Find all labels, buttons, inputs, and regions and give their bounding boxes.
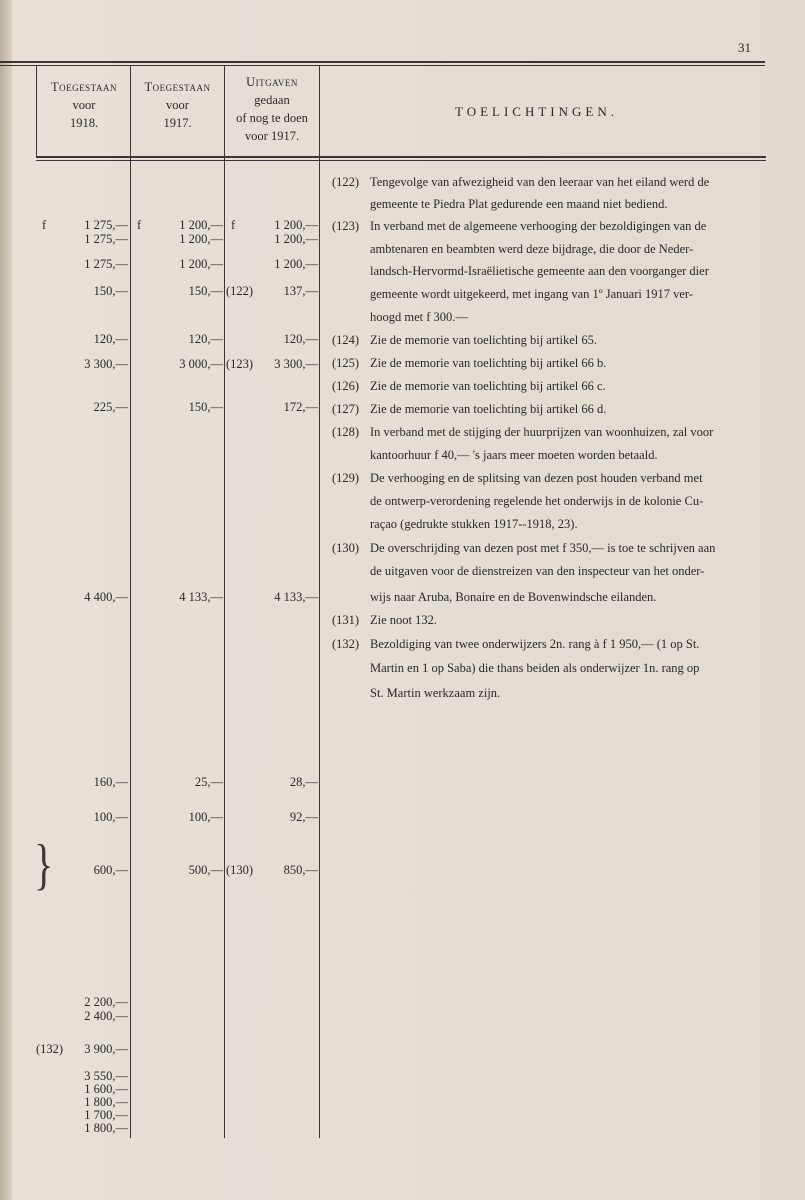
header-col1 bbox=[38, 78, 130, 132]
note-line: Zie de memorie van toelichting bij artikel 66 d. bbox=[370, 402, 607, 416]
amount-1918: 1 600,— bbox=[84, 1082, 128, 1096]
amount-1918: 1 275,— bbox=[84, 257, 128, 271]
note-line: gemeente wordt uitgekeerd, met ingang van 1º Januari 1917 ver- bbox=[370, 287, 693, 301]
note-line: wijs naar Aruba, Bonaire en de Bovenwindsche eilanden. bbox=[370, 590, 657, 604]
column-divider bbox=[319, 66, 320, 1138]
amount-1918: 3 300,— bbox=[84, 357, 128, 371]
currency-prefix: f bbox=[42, 218, 47, 232]
amount-spent-1917: 28,— bbox=[289, 775, 318, 789]
note-ref: (122) bbox=[226, 284, 254, 298]
currency-prefix: f bbox=[137, 218, 142, 232]
amount-spent-1917: 4 133,— bbox=[274, 590, 318, 604]
note-line: Zie noot 132. bbox=[370, 613, 438, 627]
note-label: (130) bbox=[332, 541, 360, 555]
amount-1917: 1 200,— bbox=[179, 218, 223, 232]
column-divider bbox=[130, 66, 131, 1138]
note-line: kantoorhuur f 40,— 's jaars meer moeten worden betaald. bbox=[370, 448, 658, 462]
header-toelichtingen: TOELICHTINGEN. bbox=[455, 104, 618, 119]
note-123 bbox=[332, 219, 706, 234]
note-line: Zie de memorie van toelichting bij artikel 66 b. bbox=[370, 356, 607, 370]
note-127 bbox=[332, 402, 606, 417]
amount-1918: 4 400,— bbox=[84, 590, 128, 604]
header-col3-line: voor 1917. bbox=[244, 129, 300, 143]
amount-1918: 1 275,— bbox=[84, 218, 128, 232]
currency-prefix: f bbox=[231, 218, 236, 232]
header-col2-line: 1917. bbox=[163, 116, 192, 130]
header-col2-line: Toegestaan bbox=[144, 80, 211, 94]
note-ref: (130) bbox=[226, 863, 254, 877]
amount-1918: 600,— bbox=[93, 863, 128, 877]
header-col3 bbox=[225, 73, 319, 145]
note-line: hoogd met f 300.— bbox=[370, 310, 468, 324]
note-line: In verband met de stijging der huurprijzen van woonhuizen, zal voor bbox=[370, 425, 714, 439]
top-rule-thin bbox=[0, 65, 765, 66]
amount-1917: 25,— bbox=[194, 775, 223, 789]
amount-1918: 160,— bbox=[93, 775, 128, 789]
note-126 bbox=[332, 379, 606, 394]
note-line: de uitgaven voor de dienstreizen van den inspecteur van het onder- bbox=[370, 564, 705, 578]
note-line: St. Martin werkzaam zijn. bbox=[370, 686, 501, 700]
note-128 bbox=[332, 425, 713, 440]
note-line: De verhooging en de splitsing van dezen post houden verband met bbox=[370, 471, 703, 485]
note-label: (132) bbox=[332, 637, 360, 651]
note-label: (129) bbox=[332, 471, 360, 485]
note-130 bbox=[332, 541, 715, 556]
note-label: (122) bbox=[332, 175, 360, 189]
note-line: gemeente te Piedra Plat gedurende een maand niet bediend. bbox=[370, 197, 668, 211]
amount-1917: 120,— bbox=[188, 332, 223, 346]
note-line: Bezoldiging van twee onderwijzers 2n. rang à f 1 950,— (1 op St. bbox=[370, 637, 700, 651]
amount-1917: 150,— bbox=[188, 400, 223, 414]
note-line: Martin en 1 op Saba) die thans beiden als onderwijzer 1n. rang op bbox=[370, 661, 700, 675]
note-line: Zie de memorie van toelichting bij artikel 65. bbox=[370, 333, 598, 347]
note-line: raçao (gedrukte stukken 1917--1918, 23). bbox=[370, 517, 578, 531]
amount-1918: 150,— bbox=[93, 284, 128, 298]
header-col2-line: voor bbox=[166, 98, 189, 112]
header-col3-line: of nog te doen bbox=[236, 111, 308, 125]
note-132 bbox=[332, 637, 699, 652]
note-line: Zie de memorie van toelichting bij artikel 66 c. bbox=[370, 379, 606, 393]
amount-1917: 3 000,— bbox=[179, 357, 223, 371]
brace-icon: } bbox=[34, 832, 54, 896]
header-col1-line: voor bbox=[72, 98, 96, 112]
amount-1917: 150,— bbox=[188, 284, 223, 298]
note-line: ambtenaren en beambten werd deze bijdrage, die door de Neder- bbox=[370, 242, 694, 256]
amount-spent-1917: 137,— bbox=[283, 284, 318, 298]
header-col3-line: gedaan bbox=[254, 93, 290, 107]
note-122 bbox=[332, 175, 709, 190]
amount-1918: 3 550,— bbox=[84, 1069, 128, 1083]
note-line: De overschrijding van dezen post met f 350,— is toe te schrijven aan bbox=[370, 541, 716, 555]
amount-1918: 1 700,— bbox=[84, 1108, 128, 1122]
note-131 bbox=[332, 613, 437, 628]
amount-1918: 1 275,— bbox=[84, 232, 128, 246]
amount-1918: 1 800,— bbox=[84, 1121, 128, 1135]
note-label: (124) bbox=[332, 333, 360, 347]
top-rule bbox=[0, 61, 765, 63]
note-label: (131) bbox=[332, 613, 360, 627]
header-bottom-rule bbox=[36, 156, 766, 158]
note-125 bbox=[332, 356, 606, 371]
note-line: Tengevolge van afwezigheid van den leeraar van het eiland werd de bbox=[370, 175, 710, 189]
note-line: landsch-Hervormd-Israëlietische gemeente aan den voorganger dier bbox=[370, 264, 709, 278]
amount-spent-1917: 172,— bbox=[283, 400, 318, 414]
amount-1918: 2 400,— bbox=[84, 1009, 128, 1023]
amount-spent-1917: 120,— bbox=[283, 332, 318, 346]
amount-1917: 1 200,— bbox=[179, 257, 223, 271]
page-spine bbox=[0, 0, 12, 1200]
amount-1918: 100,— bbox=[93, 810, 128, 824]
note-label: (126) bbox=[332, 379, 360, 393]
note-ref: (123) bbox=[226, 357, 254, 371]
amount-spent-1917: 3 300,— bbox=[274, 357, 318, 371]
amount-spent-1917: 850,— bbox=[283, 863, 318, 877]
column-divider bbox=[36, 66, 37, 156]
header-col1-line: Toegestaan bbox=[51, 80, 117, 94]
amount-spent-1917: 1 200,— bbox=[274, 218, 318, 232]
note-label: (123) bbox=[332, 219, 360, 233]
header-bottom-rule-thin bbox=[36, 160, 766, 161]
amount-spent-1917: 92,— bbox=[289, 810, 318, 824]
amount-1918: 1 800,— bbox=[84, 1095, 128, 1109]
page-number: 31 bbox=[738, 40, 751, 55]
amount-spent-1917: 1 200,— bbox=[274, 257, 318, 271]
amount-1918: 3 900,— bbox=[84, 1042, 128, 1056]
column-divider bbox=[224, 66, 225, 1138]
amount-1917: 500,— bbox=[188, 863, 223, 877]
amount-spent-1917: 1 200,— bbox=[274, 232, 318, 246]
note-ref: (132) bbox=[36, 1042, 64, 1056]
note-label: (128) bbox=[332, 425, 360, 439]
header-col1-line: 1918. bbox=[69, 116, 99, 130]
amount-1918: 120,— bbox=[93, 332, 128, 346]
header-col3-line: Uitgaven bbox=[246, 75, 298, 89]
note-129 bbox=[332, 471, 703, 486]
amount-1917: 100,— bbox=[188, 810, 223, 824]
amount-1918: 225,— bbox=[93, 400, 128, 414]
note-124 bbox=[332, 333, 597, 348]
header-col2 bbox=[131, 78, 224, 132]
note-label: (127) bbox=[332, 402, 360, 416]
amount-1917: 1 200,— bbox=[179, 232, 223, 246]
amount-1918: 2 200,— bbox=[84, 995, 128, 1009]
amount-1917: 4 133,— bbox=[179, 590, 223, 604]
note-label: (125) bbox=[332, 356, 360, 370]
note-line: de ontwerp-verordening regelende het onderwijs in de kolonie Cu- bbox=[370, 494, 704, 508]
note-line: In verband met de algemeene verhooging der bezoldigingen van de bbox=[370, 219, 707, 233]
